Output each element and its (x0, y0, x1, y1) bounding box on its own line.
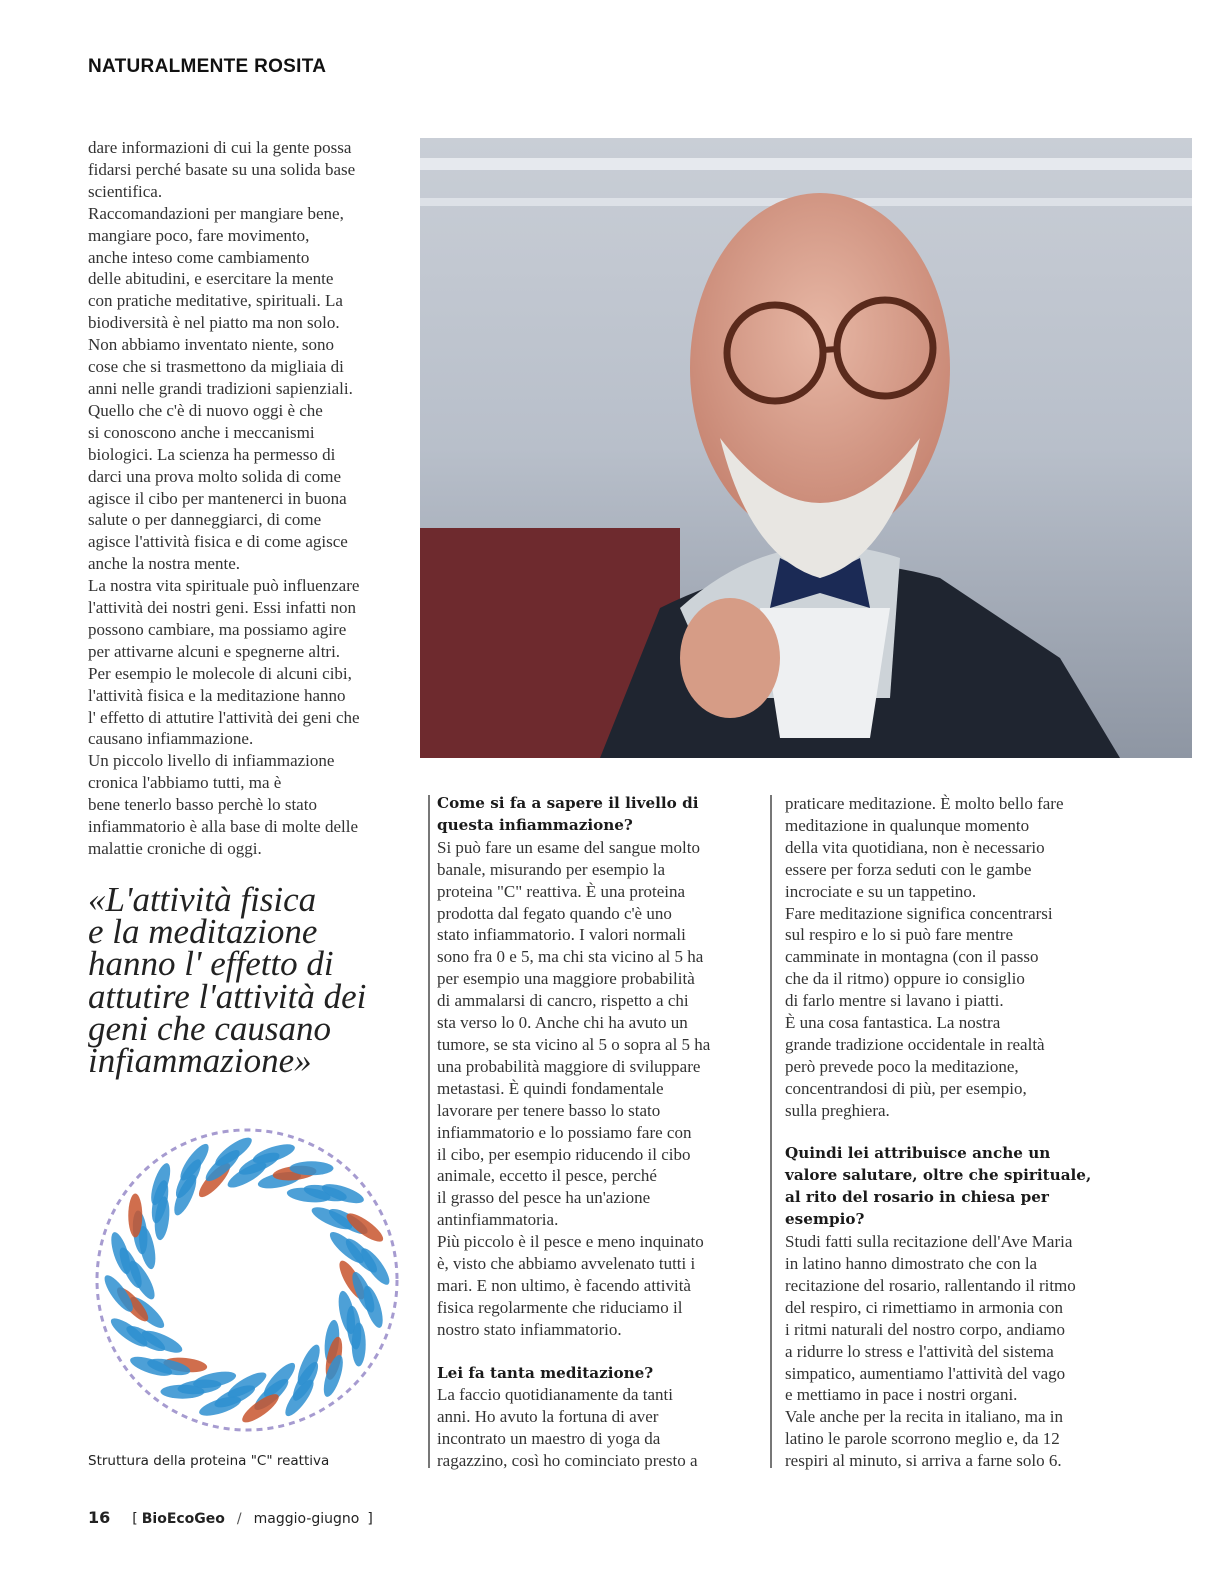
text-line: praticare meditazione. È molto bello fare (785, 794, 1064, 813)
text-line: sulla preghiera. (785, 1100, 890, 1120)
text-line: incrociate e su un tappetino. (785, 881, 977, 901)
text-line: sono fra 0 e 5, ma chi sta vicino al 5 ha (437, 947, 704, 967)
portrait-photo (420, 138, 1192, 758)
text-line: camminate in montagna (con il passo (785, 947, 1039, 967)
page-footer (88, 1508, 373, 1527)
text-line: sta verso lo 0. Anche chi ha avuto un (437, 1013, 688, 1033)
protein-strand (320, 1180, 366, 1207)
paragraph (88, 137, 360, 860)
text-line: il cibo, per esempio riducendo il cibo (437, 1144, 691, 1164)
text-line: essere per forza seduti con le gambe (785, 859, 1032, 879)
column-divider (770, 795, 772, 1468)
text-line: Lei fa tanta meditazione? (437, 1363, 654, 1382)
text-line: del respiro, ci rimettiamo in armonia con (785, 1297, 1064, 1317)
quote-line: e la meditazione (88, 912, 318, 952)
text-line: valore salutare, oltre che spirituale, (785, 1166, 1092, 1185)
text-line: esempio? (785, 1210, 865, 1229)
text-line: biodiversità è nel piatto ma non solo. (88, 313, 340, 333)
quote-line: geni che causano (88, 1008, 331, 1048)
text-line: malattie croniche di oggi. (88, 839, 262, 858)
text-line: Vale anche per la recita in italiano, ma in (785, 1407, 1064, 1427)
text-line: La nostra vita spirituale può influenzare (88, 576, 360, 596)
text-line: anni. Ho avuto la fortuna di aver (437, 1407, 659, 1427)
text-line: Più piccolo è il pesce e meno inquinato (437, 1232, 704, 1252)
text-line: con pratiche meditative, spirituali. La (88, 291, 343, 311)
text-line: infiammatorio è alla base di molte delle (88, 817, 359, 837)
text-line: Non abbiamo inventato niente, sono (88, 335, 334, 355)
text-line: metastasi. È quindi fondamentale (437, 1078, 664, 1098)
protein-structure-image (88, 1120, 406, 1440)
text-line: i ritmi naturali del nostro corpo, andiamo (785, 1319, 1065, 1339)
text-line: tumore, se sta vicino al 5 o sopra al 5 ha (437, 1034, 711, 1054)
text-line: di ammalarsi di cancro, rispetto a chi (437, 991, 689, 1011)
text-line: bene tenerlo basso perchè lo stato (88, 795, 317, 815)
right-column (785, 793, 1091, 1472)
paragraph (785, 793, 1091, 1122)
text-line: ragazzino, così ho cominciato presto a (437, 1451, 698, 1471)
text-line: l'attività fisica e la meditazione hanno (88, 685, 346, 705)
text-line: mari. E non ultimo, è facendo attività (437, 1275, 691, 1295)
protein-strand (320, 1353, 347, 1399)
text-line: anni nelle grandi tradizioni sapienziali. (88, 378, 353, 398)
pull-quote (88, 880, 367, 1081)
text-line: respiri al minuto, si arriva a farne solo 6. (785, 1451, 1062, 1471)
paragraph (785, 1231, 1091, 1472)
magazine-name: BioEcoGeo (141, 1511, 225, 1527)
text-line: e mettiamo in pace i nostri organi. (785, 1385, 1018, 1405)
text-line: l'attività dei nostri geni. Essi infatti non (88, 598, 356, 618)
text-line: cronica l'abbiamo tutti, ma è (88, 773, 282, 793)
text-line: agisce l'attività fisica e di come agisce (88, 532, 348, 552)
text-line: latino le parole scorrono meglio e, da 12 (785, 1429, 1060, 1449)
text-line: questa infiammazione? (437, 815, 633, 834)
text-line: darci una prova molto solida di come (88, 466, 342, 486)
text-line: Studi fatti sulla recitazione dell'Ave Maria (785, 1232, 1073, 1252)
interview-question (785, 1143, 1091, 1231)
text-line: delle abitudini, e esercitare la mente (88, 269, 334, 289)
text-line: sul respiro e lo si può fare mentre (785, 925, 1014, 945)
quote-line: hanno l' effetto di (88, 944, 334, 984)
text-line: per esempio una maggiore probabilità (437, 969, 695, 989)
page-number: 16 (88, 1508, 111, 1527)
text-line: il grasso del pesce ha un'azione (437, 1188, 651, 1208)
protein-strand (128, 1353, 174, 1380)
text-line: infiammatorio e lo possiamo fare con (437, 1122, 692, 1142)
text-line: nostro stato infiammatorio. (437, 1319, 622, 1339)
text-line: antinfiammatoria. (437, 1210, 559, 1230)
text-line: simpatico, aumentiamo l'attività del vago (785, 1363, 1066, 1383)
text-line: biologici. La scienza ha permesso di (88, 444, 336, 464)
text-line: stato infiammatorio. I valori normali (437, 925, 686, 945)
text-line: una probabilità maggiore di sviluppare (437, 1056, 701, 1076)
image-caption: Struttura della proteina "C" reattiva (88, 1453, 330, 1469)
text-line: recitazione del rosario, rallentando il ritmo (785, 1275, 1076, 1295)
text-line: scientifica. (88, 181, 163, 201)
text-line: concentrandosi di più, per esempio, (785, 1078, 1027, 1098)
text-line: agisce il cibo per mantenerci in buona (88, 488, 347, 508)
text-line: lavorare per tenere basso lo stato (437, 1100, 661, 1120)
text-line: incontrato un maestro di yoga da (437, 1429, 661, 1449)
text-line: a ridurre lo stress e l'attività del sistema (785, 1341, 1054, 1361)
quote-line: attutire l'attività dei (88, 976, 367, 1016)
text-line: anche la nostra mente. (88, 554, 240, 574)
bracket-close: ] (367, 1511, 373, 1527)
text-line: fisica regolarmente che riduciamo il (437, 1297, 683, 1317)
text-line: Come si fa a sapere il livello di (437, 794, 699, 812)
text-line: Quello che c'è di nuovo oggi è che (88, 400, 323, 420)
text-line: fidarsi perché basate su una solida base (88, 159, 356, 179)
text-line: Un piccolo livello di infiammazione (88, 751, 335, 771)
text-line: di farlo mentre si lavano i piatti. (785, 991, 1004, 1011)
section-title: NATURALMENTE ROSITA (88, 56, 327, 77)
text-line: animale, eccetto il pesce, perché (437, 1166, 657, 1186)
left-column (88, 137, 360, 860)
text-line: banale, misurando per esempio la (437, 859, 666, 879)
text-line: che da il ritmo) oppure io consiglio (785, 969, 1025, 989)
interview-question (437, 793, 710, 837)
text-line: Raccomandazioni per mangiare bene, (88, 203, 344, 223)
text-line: in latino hanno dimostrato che con la (785, 1254, 1038, 1274)
text-line: Quindi lei attribuisce anche un (785, 1144, 1051, 1163)
quote-line: «L'attività fisica (88, 880, 317, 919)
spacer (785, 1122, 1091, 1144)
interview-question (437, 1363, 710, 1385)
text-line: mangiare poco, fare movimento, (88, 225, 310, 245)
text-line: della vita quotidiana, non è necessario (785, 837, 1045, 857)
protein-strand (147, 1161, 174, 1207)
text-line: è, visto che abbiamo avvelenato tutti i (437, 1254, 696, 1274)
text-line: Si può fare un esame del sangue molto (437, 837, 700, 857)
protein-strand (128, 1194, 142, 1238)
protein-strand (352, 1323, 366, 1367)
text-line: Per esempio le molecole di alcuni cibi, (88, 663, 352, 683)
text-line: dare informazioni di cui la gente possa (88, 138, 352, 157)
text-line: anche inteso come cambiamento (88, 247, 310, 267)
quote-line: infiammazione» (88, 1041, 312, 1081)
text-line: meditazione in qualunque momento (785, 815, 1030, 835)
spacer (437, 1341, 710, 1363)
text-line: al rito del rosario in chiesa per (785, 1188, 1049, 1207)
text-line: prodotta dal fegato quando c'è uno (437, 903, 672, 923)
paragraph (437, 837, 710, 1341)
text-line: per attivarne alcuni e spegnerne altri. (88, 641, 341, 661)
text-line: Fare meditazione significa concentrarsi (785, 903, 1053, 923)
text-line: si conoscono anche i meccanismi (88, 422, 315, 442)
text-line: grande tradizione occidentale in realtà (785, 1034, 1045, 1054)
paragraph (437, 1384, 710, 1472)
text-line: però prevede poco la meditazione, (785, 1056, 1019, 1076)
text-line: proteina "C" reattiva. È una proteina (437, 881, 686, 901)
protein-strand (161, 1385, 205, 1399)
text-line: l' effetto di attutire l'attività dei geni che (88, 707, 360, 727)
column-divider (428, 795, 430, 1468)
bracket-open: [ (132, 1511, 138, 1527)
text-line: cose che si trasmettono da migliaia di (88, 357, 344, 377)
text-line: salute o per danneggiarci, di come (88, 510, 322, 530)
protein-strand (290, 1161, 334, 1175)
issue-date: maggio-giugno (253, 1511, 360, 1527)
text-line: causano infiammazione. (88, 729, 254, 749)
separator: / (236, 1511, 242, 1527)
text-line: È una cosa fantastica. La nostra (785, 1013, 1001, 1033)
text-line: La faccio quotidianamente da tanti (437, 1385, 674, 1405)
text-line: possono cambiare, ma possiamo agire (88, 619, 347, 639)
middle-column (437, 793, 710, 1472)
